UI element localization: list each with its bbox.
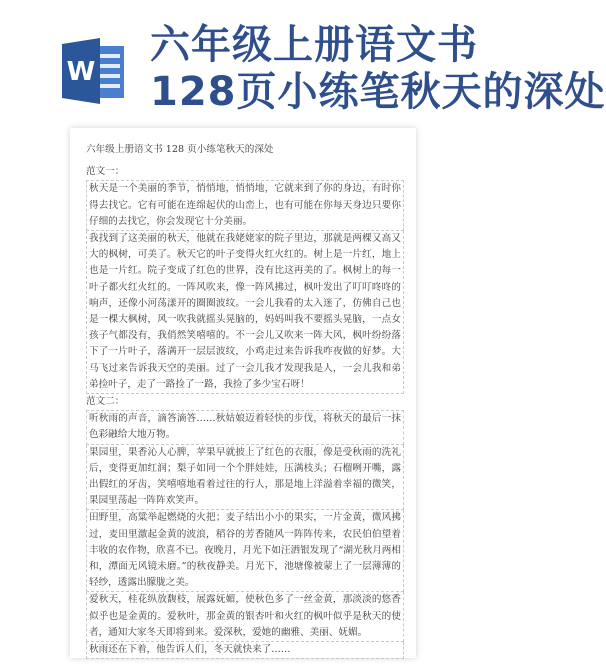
sample2-label: 范文二：	[86, 396, 125, 408]
sample2-paragraph: 爱秋天，桂花纵放馥枝，展露妩媚，使秋色多了一丝金黄，那淡淡的悠香似乎也是金黄的。爱秋叶，那金黄的银杏叶和火红的枫叶似乎是秋天的使者，通知大家冬天即将到来。爱深秋，爱她的幽雅、美丽、妩媚。	[86, 592, 404, 642]
word-document-icon	[62, 36, 126, 106]
banner-title	[150, 22, 606, 116]
banner-title-line2: 128页小练笔秋天的深处	[150, 69, 606, 115]
sample2-paragraph: 秋雨还在下着，他告诉人们，冬天就快来了……	[86, 642, 404, 659]
document-title: 六年级上册语文书 128 页小练笔秋天的深处	[86, 144, 274, 155]
sample1-paragraph: 我找到了这美丽的秋天，他就在我姥姥家的院子里边，那就是两棵又高又大的枫树，可美了。秋天它的叶子变得火红火红的。树上是一片红，地上也是一片红。院子变成了红色的世界，没有比这再美的了。枫树上的每一叶子都火红火红的。一阵风吹来，像一阵风拂过，枫叶发出了叮叮咚咚的响声，还像小河荡漾开的圈圈波纹。一会儿我看的太入迷了，仿佛自己也是一棵大枫树，风一吹我就摇头晃脑的，妈妈叫我不要摇头晃脑，一点女孩子气都没有，我俏然笑嘻嘻的。不一会儿又吹来一阵大风，枫叶纷纷落下了一片叶子，落满开一层层波纹，小鸡走过来告诉我咋夜做的好梦。大马飞过来告诉我天空的美丽。过了一会儿我才发现我是人，一会儿我和弟弟捡叶子，走了一路捡了一路，我捡了多少宝石呀！	[86, 231, 404, 394]
sample2-paragraph: 田野里，高粱举起燃烧的火把；麦子结出小小的果实，一片金黄，微风拂过，麦田里激起金黄的波浪，稻谷的芳香随风一阵阵传来，农民伯伯望着丰收的农作物，欣喜不已。夜晚月，月光下如汪洒银发现了“湖光秋月两相和，潭面无风镜未磨。”的秋夜静美。月光下，池塘像被蒙上了一层薄薄的轻纱，透露出朦胧之美。	[86, 510, 404, 592]
banner	[0, 0, 606, 120]
sample2-paragraph: 听秋雨的声音，滴答滴答……秋姑娘迈着轻快的步伐，将秋天的最后一抹色彩融给大地万物。	[86, 410, 404, 444]
logo-letter: W	[66, 57, 96, 87]
banner-title-line1: 六年级上册语文书	[150, 22, 478, 68]
document-content	[86, 142, 404, 659]
document-page	[70, 128, 416, 658]
sample1-paragraph: 秋天是一个美丽的季节，悄悄地，悄悄地，它就来到了你的身边，有时你得去找它。它有可能在连绵起伏的山峦上，也有可能在你每天身边只要你仔细的去找它，你会发现它十分美丽。	[86, 180, 404, 231]
sample2-paragraph: 果园里，果香沁人心脾，苹果早就披上了红色的衣服，像是受秋雨的洗礼后，变得更加红润；梨子如同一个个胖娃娃，压满枝头；石榴咧开嘴，露出假红的牙齿，笑嘻嘻地看着过往的行人，那是地上洋溢着幸福的微笑，果园里荡起一阵阵欢笑声。	[86, 445, 404, 511]
sample1-label: 范文一：	[86, 166, 125, 178]
